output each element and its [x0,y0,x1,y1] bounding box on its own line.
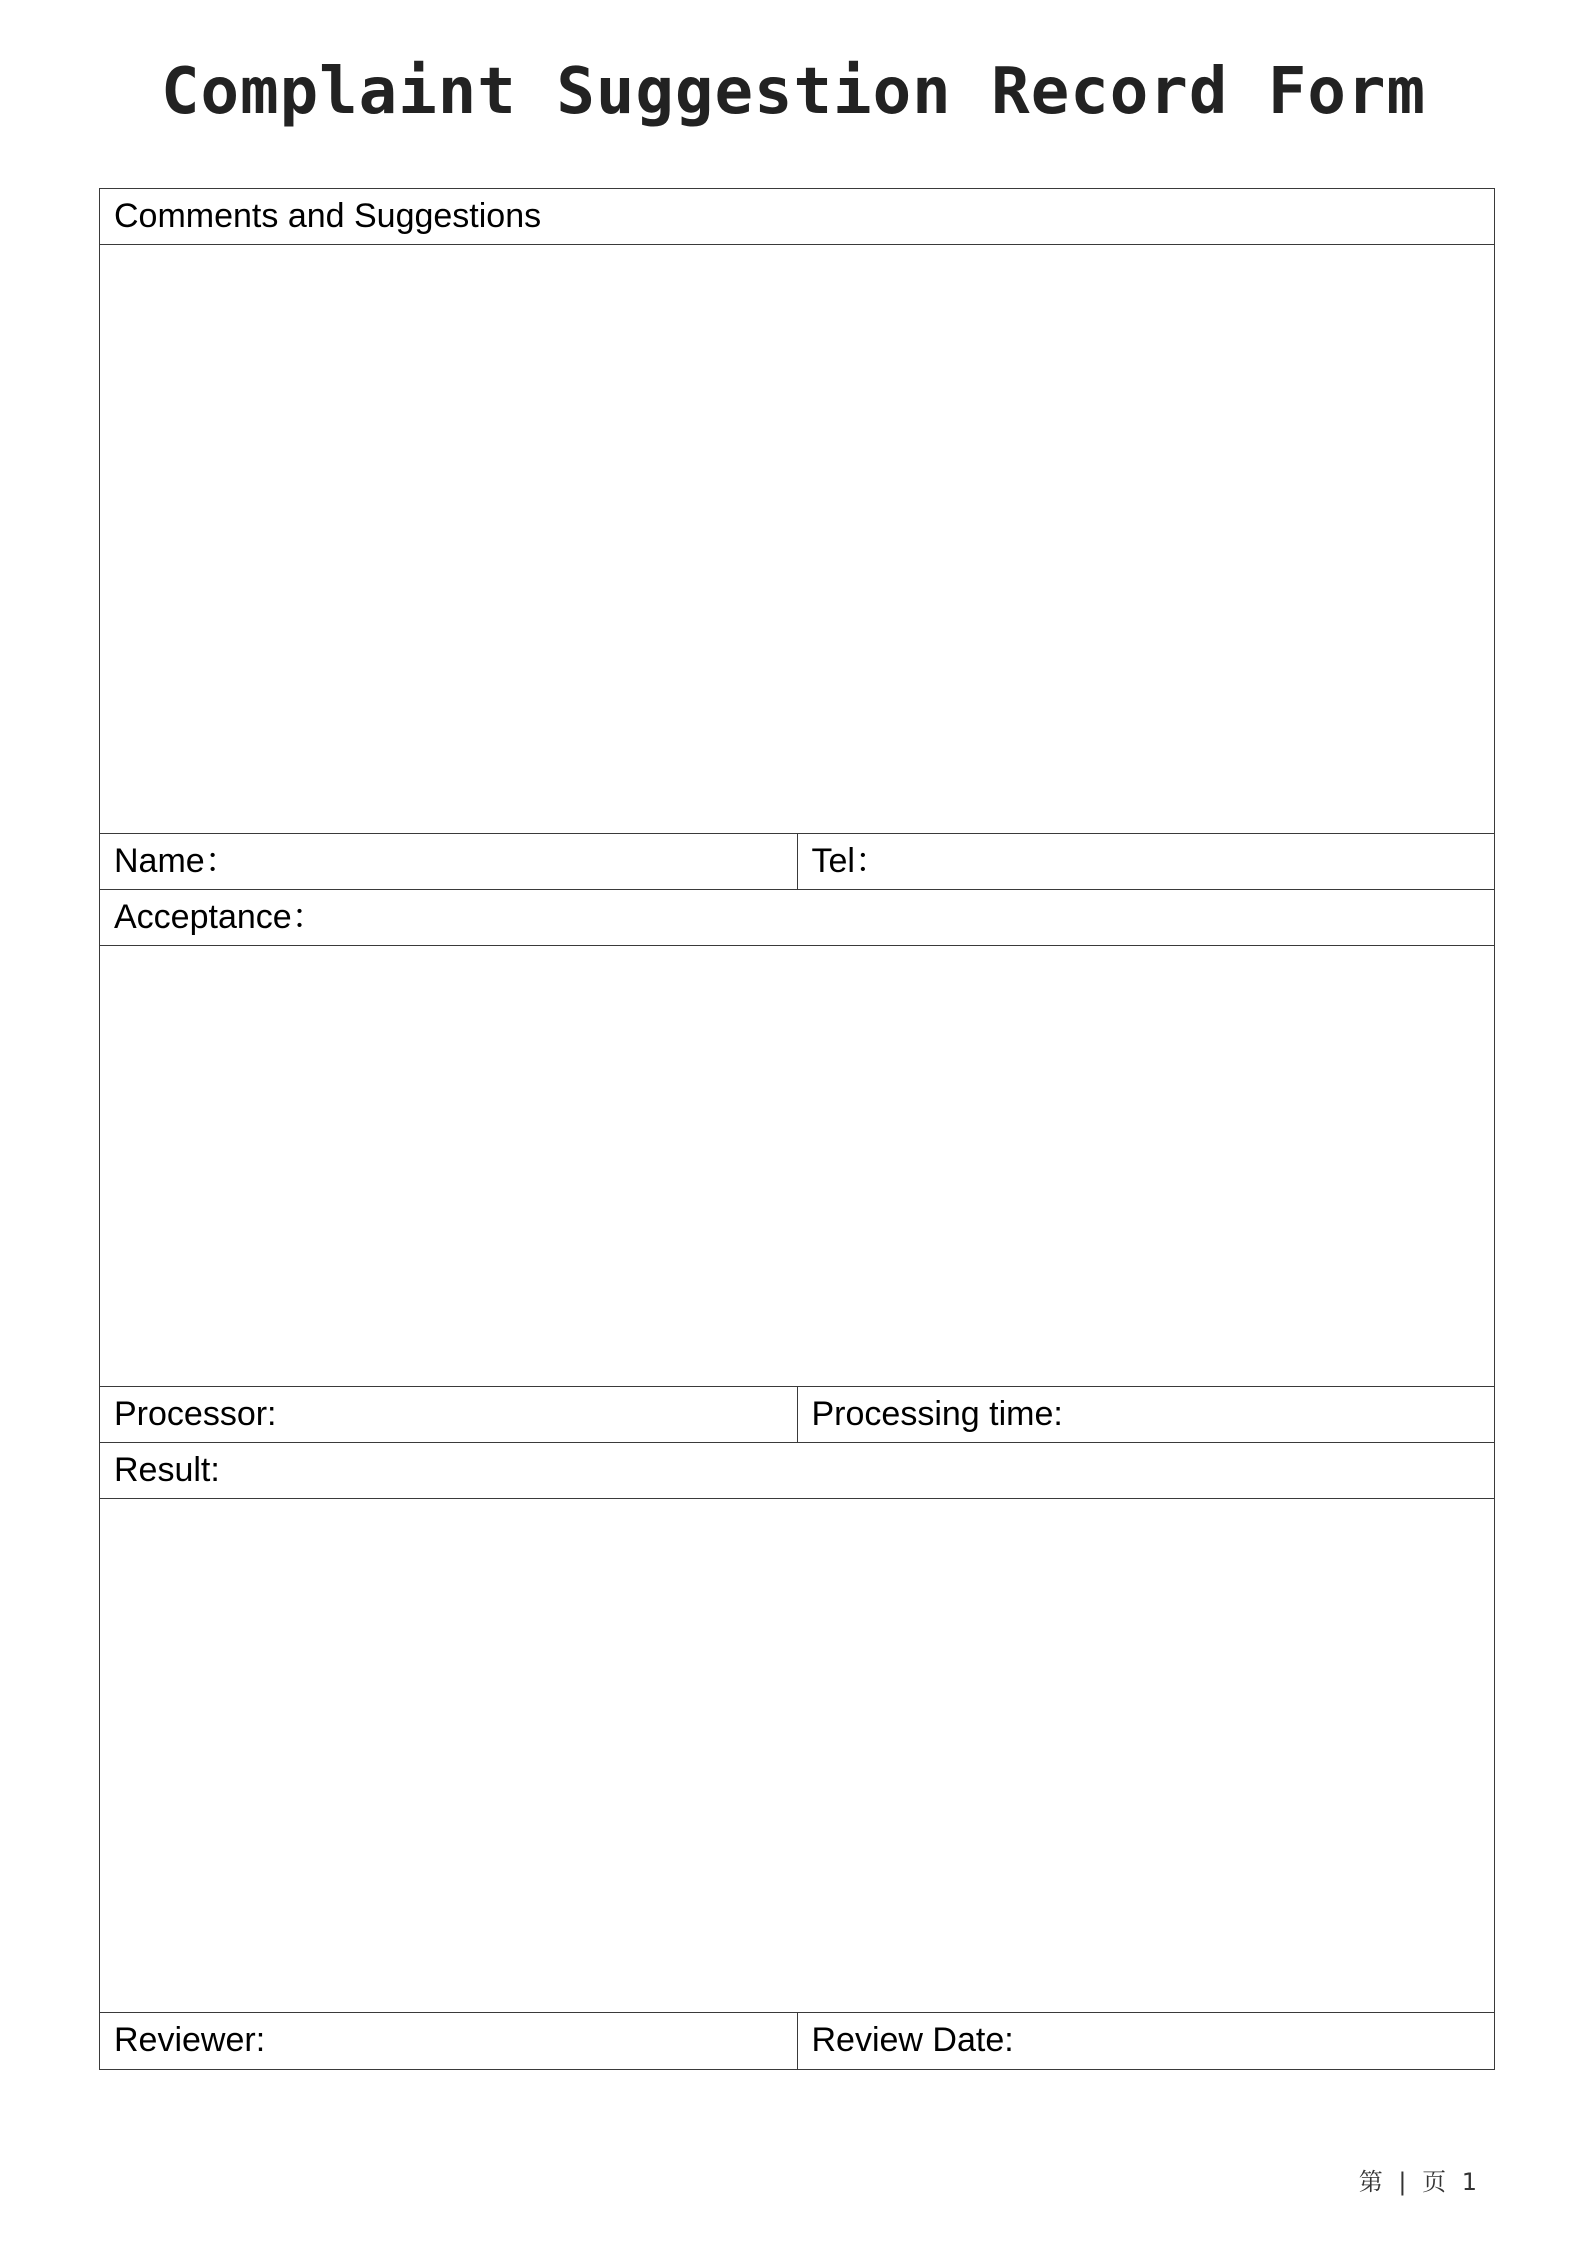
page-suffix: 页 [1422,2168,1451,2196]
contact-row [100,834,1494,890]
comments-label: Comments and Suggestions [114,197,542,235]
processor-field[interactable]: Processor: [114,1395,277,1433]
page-number: 1 [1461,2168,1481,2196]
processing-row [100,1387,1494,1443]
record-form-table [99,188,1495,2070]
form-title: Complaint Suggestion Record Form [161,55,1426,129]
result-entry-area[interactable] [100,1499,1494,2013]
acceptance-entry-area[interactable] [100,946,1494,1387]
comments-entry-area[interactable] [100,245,1494,834]
result-label: Result: [114,1451,220,1489]
result-header-row [100,1443,1494,1499]
review-date-field[interactable]: Review Date: [797,2013,1495,2069]
comments-header-row [100,189,1494,245]
page-separator: | [1398,2168,1411,2196]
processing-time-field[interactable]: Processing time: [797,1387,1495,1442]
review-row [100,2013,1494,2069]
acceptance-header-row [100,890,1494,946]
page-footer [1359,2162,1481,2197]
name-field[interactable]: Name： [114,842,239,880]
acceptance-label: Acceptance： [114,898,326,936]
page-prefix: 第 [1358,2168,1387,2196]
tel-field[interactable]: Tel： [797,834,1495,889]
reviewer-field[interactable]: Reviewer: [114,2021,266,2059]
